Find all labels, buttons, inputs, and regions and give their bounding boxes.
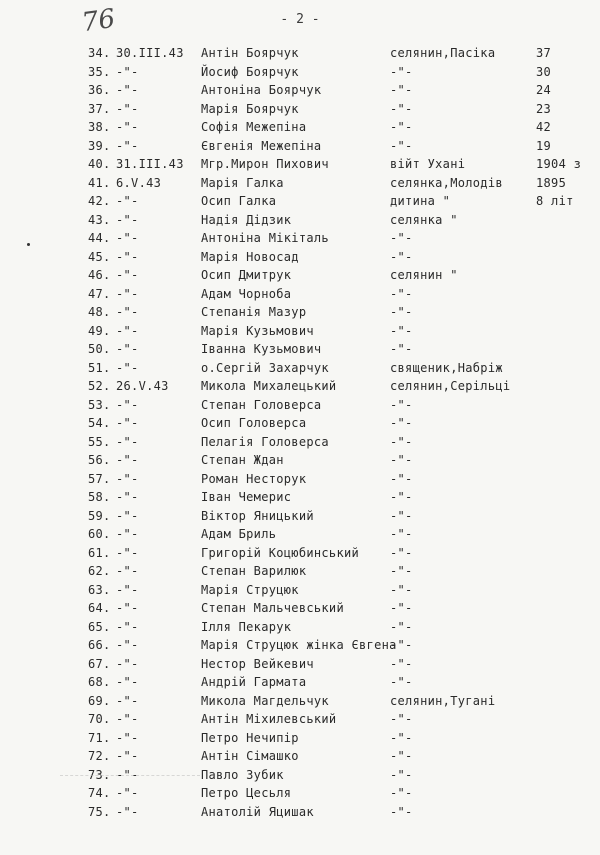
row-date: 26.V.43 xyxy=(116,379,169,393)
row-number: 56. xyxy=(88,453,111,467)
row-place: війт Ухані xyxy=(390,157,466,171)
list-row xyxy=(0,322,600,341)
row-date: -"- xyxy=(116,416,139,430)
row-number: 55. xyxy=(88,434,111,449)
row-number: 34. xyxy=(88,46,111,60)
list-row xyxy=(0,581,600,600)
row-place: -"- xyxy=(390,249,413,264)
row-date: -"- xyxy=(116,712,139,726)
row-name: Осип Головерса xyxy=(201,416,307,430)
list-row xyxy=(0,396,600,415)
row-date: -"- xyxy=(116,286,139,301)
list-row xyxy=(0,248,600,267)
row-date: -"- xyxy=(116,582,139,597)
list-row xyxy=(0,710,600,729)
row-name: Петро Цесьля xyxy=(201,786,292,800)
row-date: -"- xyxy=(116,656,139,671)
row-place: -"- xyxy=(390,101,413,116)
list-row xyxy=(0,525,600,544)
row-place: -"- xyxy=(390,638,413,652)
row-date: -"- xyxy=(116,545,139,560)
row-number: 67. xyxy=(88,656,111,671)
row-name: Анатолій Яцишак xyxy=(201,804,314,819)
row-date: -"- xyxy=(116,268,139,282)
row-name: Петро Нечипір xyxy=(201,730,299,745)
row-place: -"- xyxy=(390,712,413,726)
list-row xyxy=(0,673,600,692)
row-name: Іванна Кузьмович xyxy=(201,342,322,356)
row-date: -"- xyxy=(116,342,139,356)
row-date: -"- xyxy=(116,471,139,486)
row-age: 19 xyxy=(536,138,552,153)
row-date: -"- xyxy=(116,64,139,79)
row-number: 53. xyxy=(88,397,111,412)
row-name: Мгр.Мирон Пихович xyxy=(201,157,329,171)
list-row xyxy=(0,229,600,248)
row-date: -"- xyxy=(116,786,139,800)
row-date: -"- xyxy=(116,453,139,467)
list-row xyxy=(0,618,600,637)
row-name: Марія Новосад xyxy=(201,249,299,264)
row-place: священик,Набріж xyxy=(390,360,503,375)
list-row xyxy=(0,359,600,378)
row-number: 39. xyxy=(88,138,111,153)
row-name: Марія Кузьмович xyxy=(201,323,314,338)
row-place: -"- xyxy=(390,490,413,504)
row-name: Віктор Яницький xyxy=(201,508,314,523)
row-number: 43. xyxy=(88,212,111,227)
row-number: 49. xyxy=(88,323,111,338)
row-number: 46. xyxy=(88,268,111,282)
row-date: -"- xyxy=(116,83,139,97)
row-age: 42 xyxy=(536,120,552,134)
row-number: 65. xyxy=(88,619,111,634)
row-place: -"- xyxy=(390,83,413,97)
list-row xyxy=(0,692,600,711)
row-name: Степан Головерса xyxy=(201,397,322,412)
row-name: Антоніна Боярчук xyxy=(201,83,322,97)
row-name: Григорій Коцюбинський xyxy=(201,545,360,560)
row-place: селянин,Пасіка xyxy=(390,46,496,60)
row-number: 66. xyxy=(88,638,111,652)
row-date: -"- xyxy=(116,638,139,652)
list-row xyxy=(0,285,600,304)
row-date: -"- xyxy=(116,194,139,208)
row-date: -"- xyxy=(116,675,139,689)
row-number: 45. xyxy=(88,249,111,264)
row-name: Степан Варилюк xyxy=(201,564,307,578)
row-date: -"- xyxy=(116,490,139,504)
row-number: 60. xyxy=(88,527,111,541)
row-number: 37. xyxy=(88,101,111,116)
row-name: Адам Бриль xyxy=(201,527,277,541)
row-number: 58. xyxy=(88,490,111,504)
row-date: -"- xyxy=(116,508,139,523)
faded-stamp xyxy=(60,775,200,831)
row-place: -"- xyxy=(390,582,413,597)
row-number: 51. xyxy=(88,360,111,375)
row-number: 41. xyxy=(88,175,111,190)
list-row xyxy=(0,266,600,285)
row-name: Антоніна Мікіталь xyxy=(201,231,329,245)
row-age: 37 xyxy=(536,46,552,60)
row-name: Антін Сімашко xyxy=(201,749,299,763)
row-name: Іван Чемерис xyxy=(201,490,292,504)
row-number: 63. xyxy=(88,582,111,597)
row-number: 72. xyxy=(88,749,111,763)
row-place: -"- xyxy=(390,527,413,541)
list-row xyxy=(0,544,600,563)
row-date: -"- xyxy=(116,249,139,264)
row-name: Осип Дмитрук xyxy=(201,268,292,282)
list-row xyxy=(0,81,600,100)
row-name: Марія Галка xyxy=(201,175,284,190)
row-name: Андрій Гармата xyxy=(201,675,307,689)
row-place: -"- xyxy=(390,323,413,338)
row-name: Степан Ждан xyxy=(201,453,284,467)
row-place: -"- xyxy=(390,545,413,560)
row-date: -"- xyxy=(116,138,139,153)
list-row xyxy=(0,488,600,507)
row-place: селянин " xyxy=(390,268,458,282)
row-date: -"- xyxy=(116,730,139,745)
row-date: -"- xyxy=(116,619,139,634)
row-number: 68. xyxy=(88,675,111,689)
row-number: 42. xyxy=(88,194,111,208)
list-row xyxy=(0,636,600,655)
row-place: -"- xyxy=(390,471,413,486)
row-number: 40. xyxy=(88,157,111,171)
row-place: -"- xyxy=(390,508,413,523)
row-name: Степан Мальчевський xyxy=(201,601,344,615)
row-place: -"- xyxy=(390,64,413,79)
row-number: 75. xyxy=(88,804,111,819)
row-number: 35. xyxy=(88,64,111,79)
row-name: Марія Боярчук xyxy=(201,101,299,116)
row-place: -"- xyxy=(390,804,413,819)
row-number: 64. xyxy=(88,601,111,615)
list-row xyxy=(0,377,600,396)
row-date: -"- xyxy=(116,804,139,819)
list-row xyxy=(0,303,600,322)
row-place: -"- xyxy=(390,416,413,430)
row-date: -"- xyxy=(116,527,139,541)
row-name: Марія Струцюк xyxy=(201,582,299,597)
row-date: -"- xyxy=(116,767,139,782)
row-place: -"- xyxy=(390,120,413,134)
list-row xyxy=(0,44,600,63)
row-name: Антін Міхилевський xyxy=(201,712,337,726)
row-place: -"- xyxy=(390,305,413,319)
row-name: Осип Галка xyxy=(201,194,277,208)
row-place: -"- xyxy=(390,286,413,301)
row-name: Євгенія Межепіна xyxy=(201,138,322,153)
list-row xyxy=(0,118,600,137)
row-place: -"- xyxy=(390,767,413,782)
row-date: -"- xyxy=(116,231,139,245)
row-name: Пелагія Головерса xyxy=(201,434,329,449)
row-place: -"- xyxy=(390,231,413,245)
row-name: Микола Михалецький xyxy=(201,379,337,393)
row-place: -"- xyxy=(390,601,413,615)
list-row xyxy=(0,340,600,359)
row-place: селянка " xyxy=(390,212,458,227)
row-name: Софія Межепіна xyxy=(201,120,307,134)
row-date: -"- xyxy=(116,323,139,338)
row-name: Ілля Пекарук xyxy=(201,619,292,634)
row-date: -"- xyxy=(116,120,139,134)
row-date: -"- xyxy=(116,564,139,578)
row-number: 70. xyxy=(88,712,111,726)
row-name: Степанія Мазур xyxy=(201,305,307,319)
row-place: селянин,Серільці xyxy=(390,379,511,393)
victims-list xyxy=(0,44,600,821)
row-name: Йосиф Боярчук xyxy=(201,64,299,79)
row-place: -"- xyxy=(390,138,413,153)
list-row xyxy=(0,433,600,452)
row-name: Роман Несторук xyxy=(201,471,307,486)
list-row xyxy=(0,63,600,82)
row-number: 73. xyxy=(88,767,111,782)
list-row xyxy=(0,470,600,489)
row-age: 24 xyxy=(536,83,552,97)
row-date: -"- xyxy=(116,434,139,449)
row-place: селянка,Молодів xyxy=(390,175,503,190)
row-number: 47. xyxy=(88,286,111,301)
row-date: -"- xyxy=(116,601,139,615)
row-place: -"- xyxy=(390,730,413,745)
row-age: 1895 xyxy=(536,175,567,190)
list-row xyxy=(0,599,600,618)
list-row xyxy=(0,211,600,230)
row-name: Павло Зубик xyxy=(201,767,284,782)
row-place: -"- xyxy=(390,453,413,467)
handwritten-mark: 76 xyxy=(80,3,118,39)
row-number: 50. xyxy=(88,342,111,356)
row-date: -"- xyxy=(116,693,139,708)
list-row xyxy=(0,174,600,193)
row-age: 1904 з xyxy=(536,157,582,171)
page-number: - 2 - xyxy=(280,12,320,27)
row-place: -"- xyxy=(390,675,413,689)
row-date: -"- xyxy=(116,397,139,412)
row-place: -"- xyxy=(390,656,413,671)
row-number: 61. xyxy=(88,545,111,560)
row-date: -"- xyxy=(116,360,139,375)
row-date: 31.III.43 xyxy=(116,157,184,171)
row-date: 6.V.43 xyxy=(116,175,162,190)
row-name: Нестор Вейкевич xyxy=(201,656,314,671)
row-number: 69. xyxy=(88,693,111,708)
list-row xyxy=(0,414,600,433)
row-place: -"- xyxy=(390,342,413,356)
row-number: 36. xyxy=(88,83,111,97)
row-number: 52. xyxy=(88,379,111,393)
row-place: дитина " xyxy=(390,194,451,208)
row-place: -"- xyxy=(390,749,413,763)
row-age: 8 літ xyxy=(536,194,574,208)
list-row xyxy=(0,155,600,174)
row-place: селянин,Тугані xyxy=(390,693,496,708)
row-number: 54. xyxy=(88,416,111,430)
list-row xyxy=(0,100,600,119)
row-place: -"- xyxy=(390,397,413,412)
row-number: 74. xyxy=(88,786,111,800)
row-name: Надія Дідзик xyxy=(201,212,292,227)
row-number: 48. xyxy=(88,305,111,319)
list-row xyxy=(0,192,600,211)
row-number: 71. xyxy=(88,730,111,745)
row-age: 23 xyxy=(536,101,552,116)
row-name: Микола Магдельчук xyxy=(201,693,329,708)
row-date: 30.III.43 xyxy=(116,46,184,60)
row-name: Антін Боярчук xyxy=(201,46,299,60)
list-row xyxy=(0,655,600,674)
list-row xyxy=(0,562,600,581)
list-row xyxy=(0,137,600,156)
list-row xyxy=(0,729,600,748)
row-place: -"- xyxy=(390,619,413,634)
row-number: 38. xyxy=(88,120,111,134)
list-row xyxy=(0,507,600,526)
row-name: Марія Струцюк жінка Євгена xyxy=(201,638,397,652)
row-place: -"- xyxy=(390,564,413,578)
row-age: 30 xyxy=(536,64,552,79)
row-name: Адам Чорноба xyxy=(201,286,292,301)
row-number: 57. xyxy=(88,471,111,486)
row-date: -"- xyxy=(116,749,139,763)
list-row xyxy=(0,747,600,766)
row-name: о.Сергій Захарчук xyxy=(201,360,329,375)
row-date: -"- xyxy=(116,305,139,319)
row-place: -"- xyxy=(390,434,413,449)
row-date: -"- xyxy=(116,212,139,227)
row-place: -"- xyxy=(390,786,413,800)
row-number: 59. xyxy=(88,508,111,523)
row-date: -"- xyxy=(116,101,139,116)
row-number: 62. xyxy=(88,564,111,578)
row-number: 44. xyxy=(88,231,111,245)
list-row xyxy=(0,451,600,470)
